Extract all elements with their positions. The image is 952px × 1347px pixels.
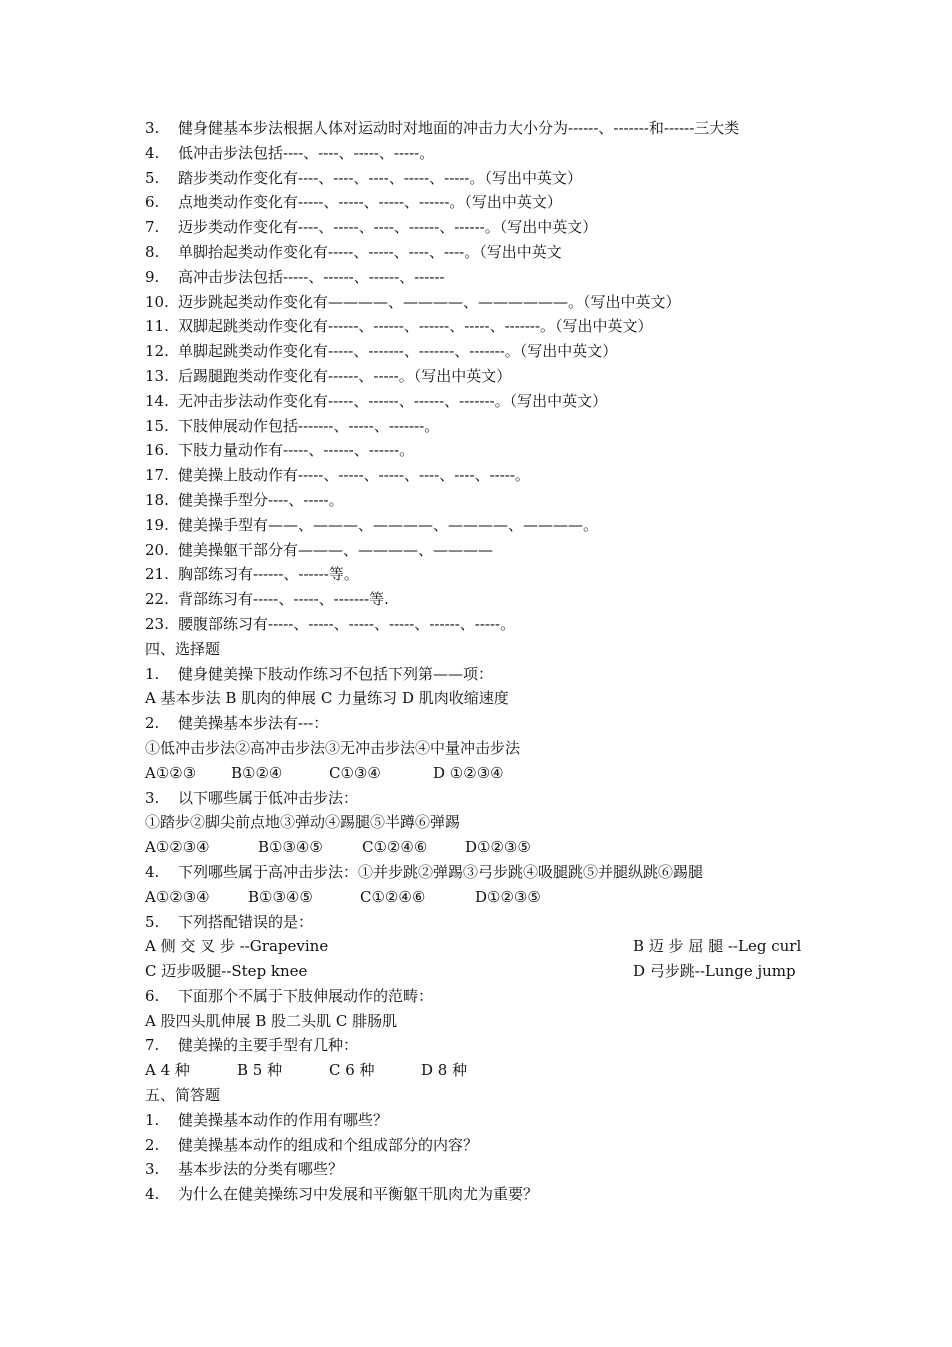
item-text: 后踢腿跑类动作变化有------、-----。（写出中英文） — [178, 366, 512, 385]
fill-in-blank-item — [145, 290, 825, 315]
option-a: A 侧 交 叉 步 --Grapevine — [145, 937, 329, 956]
item-text: 点地类动作变化有-----、-----、-----、------。（写出中英文） — [178, 193, 562, 212]
item-number: 22. — [145, 590, 169, 609]
fill-in-blank-item — [145, 587, 825, 612]
choice-options-5-ab — [145, 934, 825, 959]
item-number: 17. — [145, 466, 169, 485]
item-text: 单脚抬起类动作变化有-----、-----、----、----。（写出中英文 — [178, 242, 562, 261]
item-text: 高冲击步法包括-----、------、------、------ — [178, 267, 445, 286]
fill-in-blank-item — [145, 438, 825, 463]
item-number: 2. — [145, 1135, 160, 1154]
item-text: 健美操基本动作的作用有哪些？ — [178, 1110, 389, 1129]
item-number: 13. — [145, 366, 169, 385]
item-number: 14. — [145, 391, 169, 410]
choice-items-3: ①踏步②脚尖前点地③弹动④踢腿⑤半蹲⑥弹踢 — [145, 813, 461, 832]
item-number: 12. — [145, 342, 169, 361]
option-d: D 弓步跳--Lunge jump — [633, 962, 796, 981]
choice-question-7: 7. 健美操的主要手型有几种： — [145, 1036, 359, 1055]
item-number: 15. — [145, 416, 169, 435]
choice-question-3: 3. 以下哪些属于低冲击步法： — [145, 788, 359, 807]
fill-in-blank-item — [145, 215, 825, 240]
choice-question-4: 4. 下列哪些属于高冲击步法：①并步跳②弹踢③弓步跳④吸腿跳⑤并腿纵跳⑥踢腿 — [145, 862, 704, 881]
item-number: 1. — [145, 1110, 160, 1129]
item-number: 18. — [145, 490, 169, 509]
item-number: 7. — [145, 218, 160, 237]
choice-options-5-cd — [145, 959, 825, 984]
short-answer-item — [145, 1157, 825, 1182]
item-text: 基本步法的分类有哪些？ — [178, 1160, 344, 1179]
item-text: 下肢力量动作有-----、------、------。 — [178, 441, 415, 460]
fill-in-blank-item — [145, 488, 825, 513]
item-number: 5. — [145, 168, 160, 187]
short-answer-item — [145, 1133, 825, 1158]
item-text: 低冲击步法包括----、----、-----、-----。 — [178, 143, 435, 162]
choice-options-6: A 股四头肌伸展 B 股二头肌 C 腓肠肌 — [145, 1011, 398, 1030]
item-number: 3. — [145, 1160, 160, 1179]
choice-options-7: A 4 种 B 5 种 C 6 种 D 8 种 — [145, 1061, 468, 1080]
item-text: 踏步类动作变化有----、----、----、-----、-----。（写出中英文） — [178, 168, 583, 187]
option-b: B 迈 步 屈 腿 --Leg curl — [633, 937, 802, 956]
choice-question-1: 1. 健身健美操下肢动作练习不包括下列第——项： — [145, 664, 494, 683]
short-answer-list — [145, 1108, 825, 1207]
fill-in-blank-item — [145, 116, 825, 141]
item-number: 8. — [145, 242, 160, 261]
short-answer-item — [145, 1108, 825, 1133]
item-number: 19. — [145, 515, 169, 534]
fill-in-blank-item — [145, 538, 825, 563]
fill-in-blank-item — [145, 240, 825, 265]
section-title-choice: 四、选择题 — [145, 639, 221, 658]
choice-question-5: 5. 下列搭配错误的是： — [145, 912, 314, 931]
fill-in-blank-item — [145, 463, 825, 488]
choice-items-2: ①低冲击步法②高冲击步法③无冲击步法④中量冲击步法 — [145, 738, 521, 757]
item-number: 21. — [145, 565, 169, 584]
item-number: 9. — [145, 267, 160, 286]
fill-in-blank-item — [145, 612, 825, 637]
item-text: 健美操手型分----、-----。 — [178, 490, 344, 509]
item-text: 迈步跳起类动作变化有————、————、——————。（写出中英文） — [178, 292, 681, 311]
choice-options-1: A 基本步法 B 肌肉的伸展 C 力量练习 D 肌肉收缩速度 — [145, 689, 509, 708]
item-number: 16. — [145, 441, 169, 460]
item-text: 迈步类动作变化有----、-----、----、------、------。（写出中英文） — [178, 218, 598, 237]
fill-in-blank-item — [145, 190, 825, 215]
item-text: 为什么在健美操练习中发展和平衡躯干肌肉尤为重要？ — [178, 1185, 539, 1204]
choice-question-2: 2. 健美操基本步法有---： — [145, 714, 329, 733]
item-text: 单脚起跳类动作变化有-----、-------、-------、-------。（写出中英文） — [178, 342, 618, 361]
choice-question-6: 6. 下面那个不属于下肢伸展动作的范畴： — [145, 986, 434, 1005]
fill-in-blank-item — [145, 562, 825, 587]
item-number: 10. — [145, 292, 169, 311]
fill-in-blank-item — [145, 389, 825, 414]
choice-options-2: A①②③ B①②④ C①③④ D ①②③④ — [145, 763, 504, 782]
choice-options-3: A①②③④ B①③④⑤ C①②④⑥ D①②③⑤ — [145, 838, 531, 857]
item-text: 胸部练习有------、------等。 — [178, 565, 359, 584]
item-number: 6. — [145, 193, 160, 212]
fill-in-blank-item — [145, 166, 825, 191]
item-number: 4. — [145, 143, 160, 162]
item-text: 健美操上肢动作有-----、-----、-----、----、----、-----。 — [178, 466, 530, 485]
item-number: 23. — [145, 614, 169, 633]
fill-in-blank-item — [145, 314, 825, 339]
item-text: 健美操手型有——、———、————、————、————。 — [178, 515, 599, 534]
fill-in-blank-item — [145, 141, 825, 166]
fill-in-blank-item — [145, 513, 825, 538]
item-text: 健身健基本步法根据人体对运动时对地面的冲击力大小分为------、-------和------三大类 — [178, 119, 740, 137]
fill-in-blank-item — [145, 414, 825, 439]
item-number: 4. — [145, 1185, 160, 1204]
item-number: 20. — [145, 540, 169, 559]
section-title-short-answer: 五、简答题 — [145, 1086, 221, 1105]
option-c: C 迈步吸腿--Step knee — [145, 962, 308, 981]
item-text: 无冲击步法动作变化有-----、------、------、-------。（写出中英文） — [178, 391, 608, 410]
item-text: 腰腹部练习有-----、-----、-----、-----、------、-----。 — [178, 614, 516, 633]
item-number: 11. — [145, 317, 169, 336]
fill-in-blank-item — [145, 265, 825, 290]
document-content — [145, 116, 825, 1207]
item-number: 3. — [145, 119, 160, 137]
item-text: 下肢伸展动作包括-------、-----、-------。 — [178, 416, 440, 435]
item-text: 健美操躯干部分有———、————、———— — [178, 540, 494, 559]
short-answer-item — [145, 1182, 825, 1207]
choice-options-4: A①②③④ B①③④⑤ C①②④⑥ D①②③⑤ — [145, 887, 541, 906]
fill-in-blank-item — [145, 364, 825, 389]
fill-in-blank-item — [145, 339, 825, 364]
item-text: 健美操基本动作的组成和个组成部分的内容？ — [178, 1135, 479, 1154]
item-text: 背部练习有-----、-----、-------等. — [178, 590, 389, 609]
fill-in-blank-list — [145, 116, 825, 637]
item-text: 双脚起跳类动作变化有------、------、------、-----、-------。（写出中英文） — [178, 317, 653, 336]
